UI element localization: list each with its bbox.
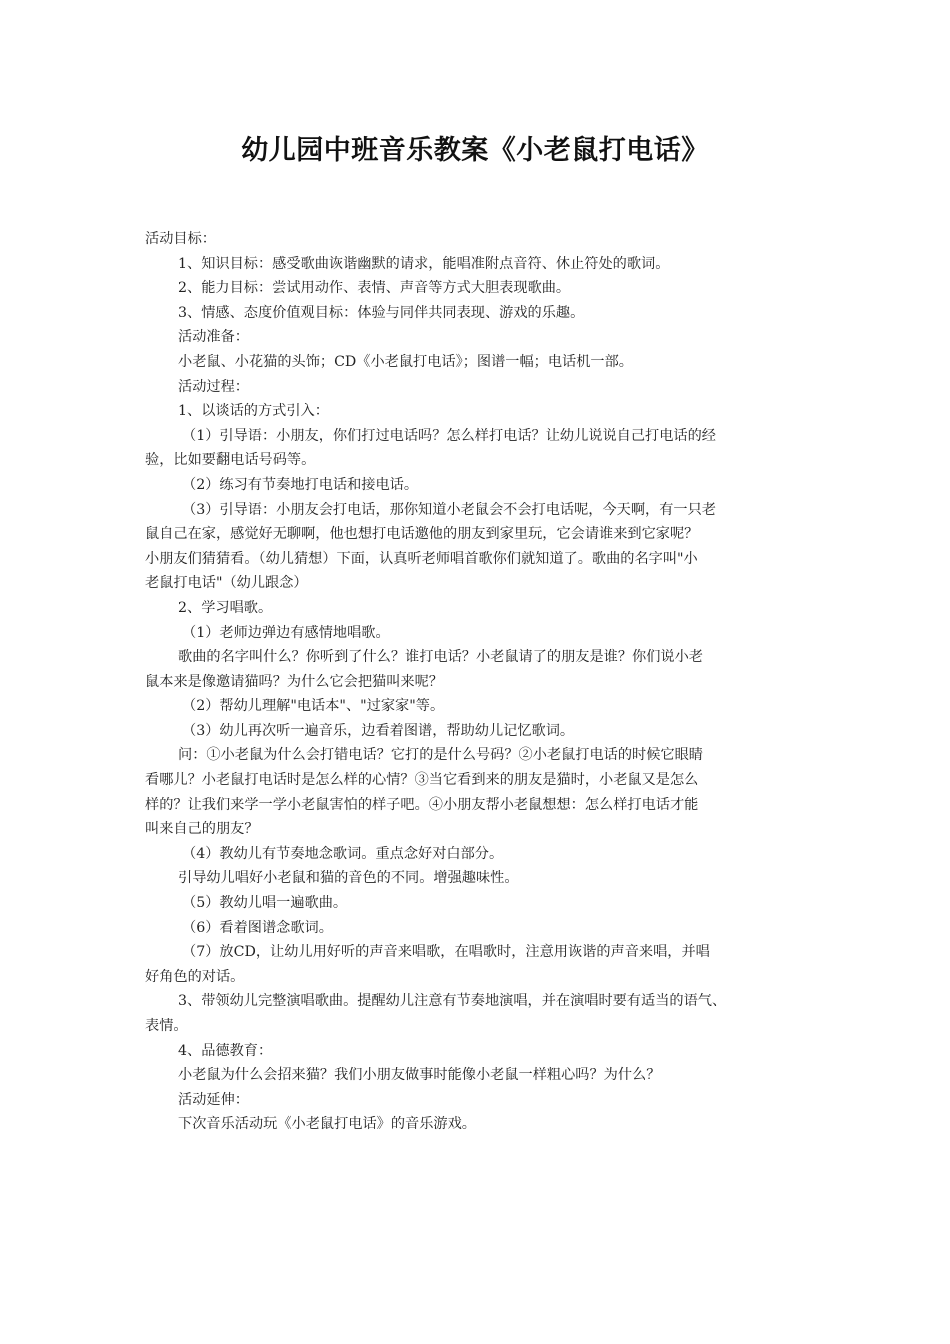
paragraph-line: （4）教幼儿有节奏地念歌词。重点念好对白部分。 <box>182 845 504 862</box>
paragraph-line: 鼠自己在家，感觉好无聊啊，他也想打电话邀他的朋友到家里玩，它会请谁来到它家呢？ <box>145 526 699 543</box>
paragraph-line: 1、以谈话的方式引入： <box>178 403 329 420</box>
paragraph-line: 鼠本来是像邀请猫吗？为什么它会把猫叫来呢？ <box>145 673 443 690</box>
paragraph-line: （6）看着图谱念歌词。 <box>182 919 333 936</box>
paragraph-line: 3、情感、态度价值观目标：体验与同伴共同表现、游戏的乐趣。 <box>178 304 585 321</box>
paragraph-line: 小朋友们猜猜看。（幼儿猜想）下面，认真听老师唱首歌你们就知道了。歌曲的名字叫"小 <box>145 550 698 567</box>
paragraph-line: （2）帮幼儿理解"电话本"、"过家家"等。 <box>182 698 445 715</box>
paragraph-line: 2、能力目标：尝试用动作、表情、声音等方式大胆表现歌曲。 <box>178 280 571 297</box>
paragraph-line: 下次音乐活动玩《小老鼠打电话》的音乐游戏。 <box>178 1116 476 1133</box>
paragraph-line: 好角色的对话。 <box>145 968 245 985</box>
paragraph-line: 小老鼠、小花猫的头饰；CD《小老鼠打电话》；图谱一幅；电话机一部。 <box>178 353 633 370</box>
paragraph-line: （5）教幼儿唱一遍歌曲。 <box>182 895 348 912</box>
paragraph-line: 看哪儿？小老鼠打电话时是怎么样的心情？③当它看到来的朋友是猫时，小老鼠又是怎么 <box>145 772 699 789</box>
paragraph-line: 3、带领幼儿完整演唱歌曲。提醒幼儿注意有节奏地演唱，并在演唱时要有适当的语气、 <box>178 993 727 1010</box>
paragraph-line: （2）练习有节奏地打电话和接电话。 <box>182 476 419 493</box>
paragraph-line: （3）幼儿再次听一遍音乐，边看着图谱，帮助幼儿记忆歌词。 <box>182 722 575 739</box>
paragraph-line: 小老鼠为什么会招来猫？我们小朋友做事时能像小老鼠一样粗心吗？为什么？ <box>178 1067 661 1084</box>
paragraph-line: （1）老师边弹边有感情地唱歌。 <box>182 624 390 641</box>
paragraph-line: 叫来自己的朋友？ <box>145 821 259 838</box>
paragraph-line: （7）放CD，让幼儿用好听的声音来唱歌，在唱歌时，注意用诙谐的声音来唱，并唱 <box>182 944 710 961</box>
paragraph-line: 歌曲的名字叫什么？你听到了什么？谁打电话？小老鼠请了的朋友是谁？你们说小老 <box>178 649 703 666</box>
paragraph-line: 4、品德教育： <box>178 1042 273 1059</box>
paragraph-line: （3）引导语：小朋友会打电话，那你知道小老鼠会不会打电话呢，今天啊，有一只老 <box>182 501 716 518</box>
section-heading-extension: 活动延伸： <box>178 1091 249 1108</box>
paragraph-line: 验，比如要翻电话号码等。 <box>145 452 316 469</box>
section-heading-preparation: 活动准备： <box>178 329 249 346</box>
section-heading-process: 活动过程： <box>178 378 249 395</box>
document-title: 幼儿园中班音乐教案《小老鼠打电话》 <box>241 135 709 166</box>
paragraph-line: 2、学习唱歌。 <box>178 599 273 616</box>
paragraph-line: 样的？让我们来学一学小老鼠害怕的样子吧。④小朋友帮小老鼠想想：怎么样打电话才能 <box>145 796 699 813</box>
paragraph-line: 引导幼儿唱好小老鼠和猫的音色的不同。增强趣味性。 <box>178 870 519 887</box>
paragraph-line: 1、知识目标：感受歌曲诙谐幽默的请求，能唱准附点音符、休止符处的歌词。 <box>178 255 670 272</box>
document-body <box>145 227 825 1137</box>
paragraph-line: （1）引导语：小朋友，你们打过电话吗？怎么样打电话？让幼儿说说自己打电话的经 <box>182 427 716 444</box>
paragraph-line: 表情。 <box>145 1018 188 1034</box>
section-heading-goals: 活动目标： <box>145 231 216 247</box>
paragraph-line: 老鼠打电话"（幼儿跟念） <box>145 575 308 592</box>
paragraph-line: 问：①小老鼠为什么会打错电话？它打的是什么号码？②小老鼠打电话的时候它眼睛 <box>178 747 703 764</box>
